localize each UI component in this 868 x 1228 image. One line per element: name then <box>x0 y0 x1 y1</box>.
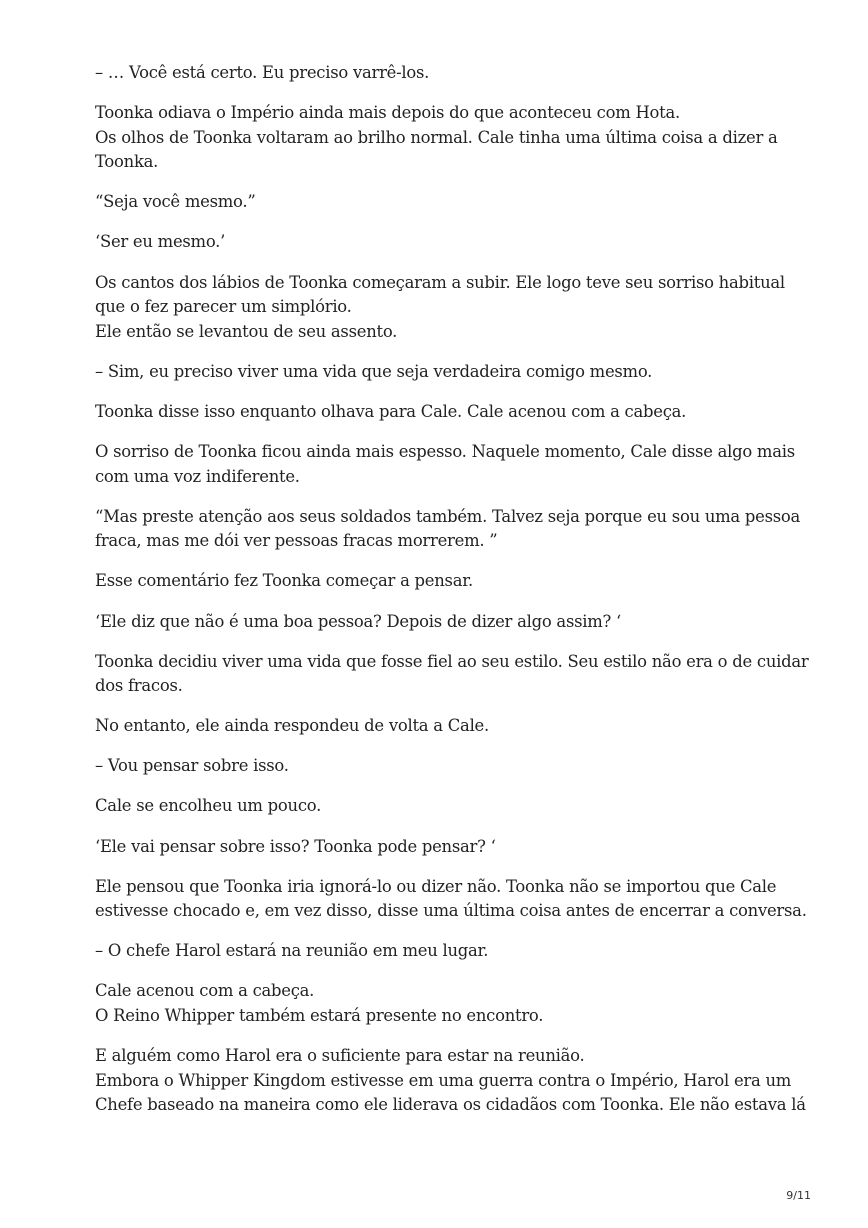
text-line: No entanto, ele ainda respondeu de volta a Cale. <box>95 716 489 736</box>
paragraph <box>95 979 785 1028</box>
text-line: “Seja você mesmo.” <box>95 192 256 212</box>
paragraph <box>95 939 785 964</box>
paragraph <box>95 400 785 425</box>
text-line: Cale se encolheu um pouco. <box>95 796 322 816</box>
text-line: Esse comentário fez Toonka começar a pensar. <box>95 571 473 591</box>
text-line: Ele então se levantou de seu assento. <box>95 321 398 341</box>
paragraph <box>95 190 785 215</box>
paragraph <box>95 794 785 819</box>
text-line: Os cantos dos lábios de Toonka começaram a subir. Ele logo teve seu sorriso habitual <box>95 272 785 292</box>
text-line: ‘Ele vai pensar sobre isso? Toonka pode pensar? ‘ <box>95 836 496 856</box>
text-line: – Sim, eu preciso viver uma vida que seja verdadeira comigo mesmo. <box>95 361 653 381</box>
paragraph <box>95 101 785 175</box>
paragraph <box>95 360 785 385</box>
text-line: Os olhos de Toonka voltaram ao brilho normal. Cale tinha uma última coisa a dizer a <box>95 127 778 147</box>
text-line: Toonka. <box>95 152 159 172</box>
text-line: ‘Ser eu mesmo.’ <box>95 232 226 252</box>
text-line: com uma voz indiferente. <box>95 466 300 486</box>
paragraph <box>95 754 785 779</box>
text-line: Ele pensou que Toonka iria ignorá-lo ou dizer não. Toonka não se importou que Cale <box>95 876 777 896</box>
text-line: “Mas preste atenção aos seus soldados também. Talvez seja porque eu sou uma pessoa <box>95 506 801 526</box>
paragraph <box>95 440 795 489</box>
text-line: Toonka decidiu viver uma vida que fosse fiel ao seu estilo. Seu estilo não era o de cuidar <box>95 651 809 671</box>
text-line: E alguém como Harol era o suficiente para estar na reunião. <box>95 1046 585 1066</box>
paragraph <box>95 1044 806 1118</box>
text-line: – Vou pensar sobre isso. <box>95 756 289 776</box>
text-line: que o fez parecer um simplório. <box>95 297 352 317</box>
text-line: ‘Ele diz que não é uma boa pessoa? Depois de dizer algo assim? ‘ <box>95 611 622 631</box>
text-line: fraca, mas me dói ver pessoas fracas morrerem. ” <box>95 531 498 551</box>
page-number: 9/11 <box>786 1189 811 1202</box>
paragraph <box>95 505 801 554</box>
text-line: Toonka odiava o Império ainda mais depois do que aconteceu com Hota. <box>95 103 680 123</box>
paragraph <box>95 230 785 255</box>
paragraph <box>95 569 785 594</box>
document-body <box>95 61 809 1133</box>
paragraph <box>95 650 809 699</box>
paragraph <box>95 610 785 635</box>
text-line: Toonka disse isso enquanto olhava para Cale. Cale acenou com a cabeça. <box>95 401 687 421</box>
text-line: Chefe baseado na maneira como ele liderava os cidadãos com Toonka. Ele não estava lá <box>95 1095 806 1115</box>
paragraph <box>95 271 785 345</box>
paragraph <box>95 714 785 739</box>
paragraph <box>95 61 785 86</box>
text-line: – O chefe Harol estará na reunião em meu lugar. <box>95 941 489 961</box>
text-line: O sorriso de Toonka ficou ainda mais espesso. Naquele momento, Cale disse algo mais <box>95 442 795 462</box>
text-line: O Reino Whipper também estará presente no encontro. <box>95 1006 544 1026</box>
text-line: dos fracos. <box>95 676 183 696</box>
text-line: Cale acenou com a cabeça. <box>95 981 315 1001</box>
paragraph <box>95 875 807 924</box>
paragraph <box>95 835 785 860</box>
text-line: – … Você está certo. Eu preciso varrê-los. <box>95 63 430 82</box>
text-line: Embora o Whipper Kingdom estivesse em uma guerra contra o Império, Harol era um <box>95 1070 792 1090</box>
text-line: estivesse chocado e, em vez disso, disse uma última coisa antes de encerrar a conversa. <box>95 901 807 921</box>
